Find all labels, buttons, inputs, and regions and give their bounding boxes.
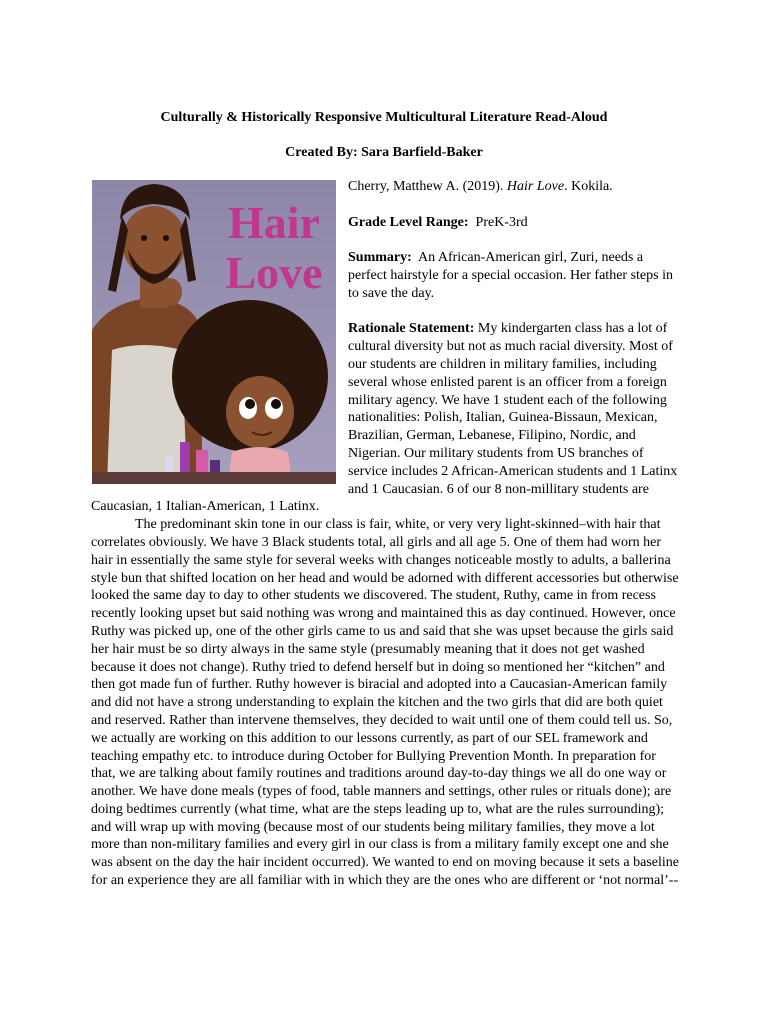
book-cover-image — [92, 180, 336, 484]
author-byline: Created By: Sara Barfield-Baker — [285, 145, 483, 160]
citation-book-title: Hair Love — [506, 179, 565, 194]
document-title: Culturally & Historically Responsive Multicultural Literature Read-Aloud — [160, 110, 608, 125]
body-paragraph: The predominant skin tone in our class is fair, white, or very very light-skinned–with hair that correlates obviously. We have 3 Black students total, all girls and all age 5. One of them had worn her hair in essentially the same style for several weeks with changes noticeable mostly to adults, a ballerina style bun that shifted location on her head and would be adorned with different accessories but otherwise looked the same day to day to other students we discovered. The student, Ruthy, came in from recess recently looking upset but said nothing was wrong and maintained this as day continued. However, once Ruthy was picked up, one of the other girls came to us and said that she was upset because the girls said her hair must be so dirty always in the same style (presumably meaning that it does not get washed because it does not change). Ruthy tried to defend herself but in doing so mentioned her “kitchen” and then got made fun of further. Ruthy however is biracial and adopted into a Caucasian-American family and did not have a strong understanding to explain the kitchen and the two girls that did are both quiet and reserved. Rather than intervene themselves, they decided to wait until one of them could tell us. So, we actually are working on this addition to our lessons currently, as part of our SEL framework and teaching empathy etc. to introduce during October for Bullying Prevention Month. In preparation for that, we are talking about family routines and traditions around day-to-day things we all do one way or another. We have done meals (types of food, table manners and settings, other rules or rituals done); are doing bedtimes currently (what time, what are the steps leading up to, what are the rules surrounding); and will wrap up with moving (because most of our students being military families, they move a lot more than non-military families and every girl in our class is from a military family except one and she was absent on the day the hair incident occurred). We wanted to end on moving because it sets a baseline for an experience they are all familiar with in which they are the ones who are different or ‘not normal’-- — [91, 517, 679, 889]
summary-text: An African-American girl, Zuri, needs a perfect hairstyle for a special occasion. Her father steps in to save the day. — [348, 250, 673, 301]
rationale-text: My kindergarten class has a lot of cultural diversity but not as much racial diversity. Most of our students are children in military families, including several whose enlisted parent is an officer from a foreign military agency. We have 1 student each of the following nationalities: Polish, Italian, Guinea-Bissaun, Mexican, Brazilian, German, Lebanese, Filipino, Nordic, and Nigerian. Our military students from US branches of service includes 2 African-American students and 1 Latinx and 1 Caucasian. 6 of our 8 non-millitary students are Caucasian, 1 Italian-American, 1 Latinx. — [91, 321, 678, 515]
grade-level-label: Grade Level Range: — [348, 214, 469, 230]
summary-label: Summary: — [348, 250, 412, 266]
document-body — [91, 178, 679, 890]
citation: Cherry, Matthew A. (2019). Hair Love. Kokila. — [348, 179, 613, 194]
grade-level-value: PreK-3rd — [475, 214, 528, 230]
cover-title-line2: Love — [225, 247, 323, 298]
cover-title-line1: Hair — [228, 197, 320, 248]
rationale-label: Rationale Statement: — [348, 321, 475, 337]
